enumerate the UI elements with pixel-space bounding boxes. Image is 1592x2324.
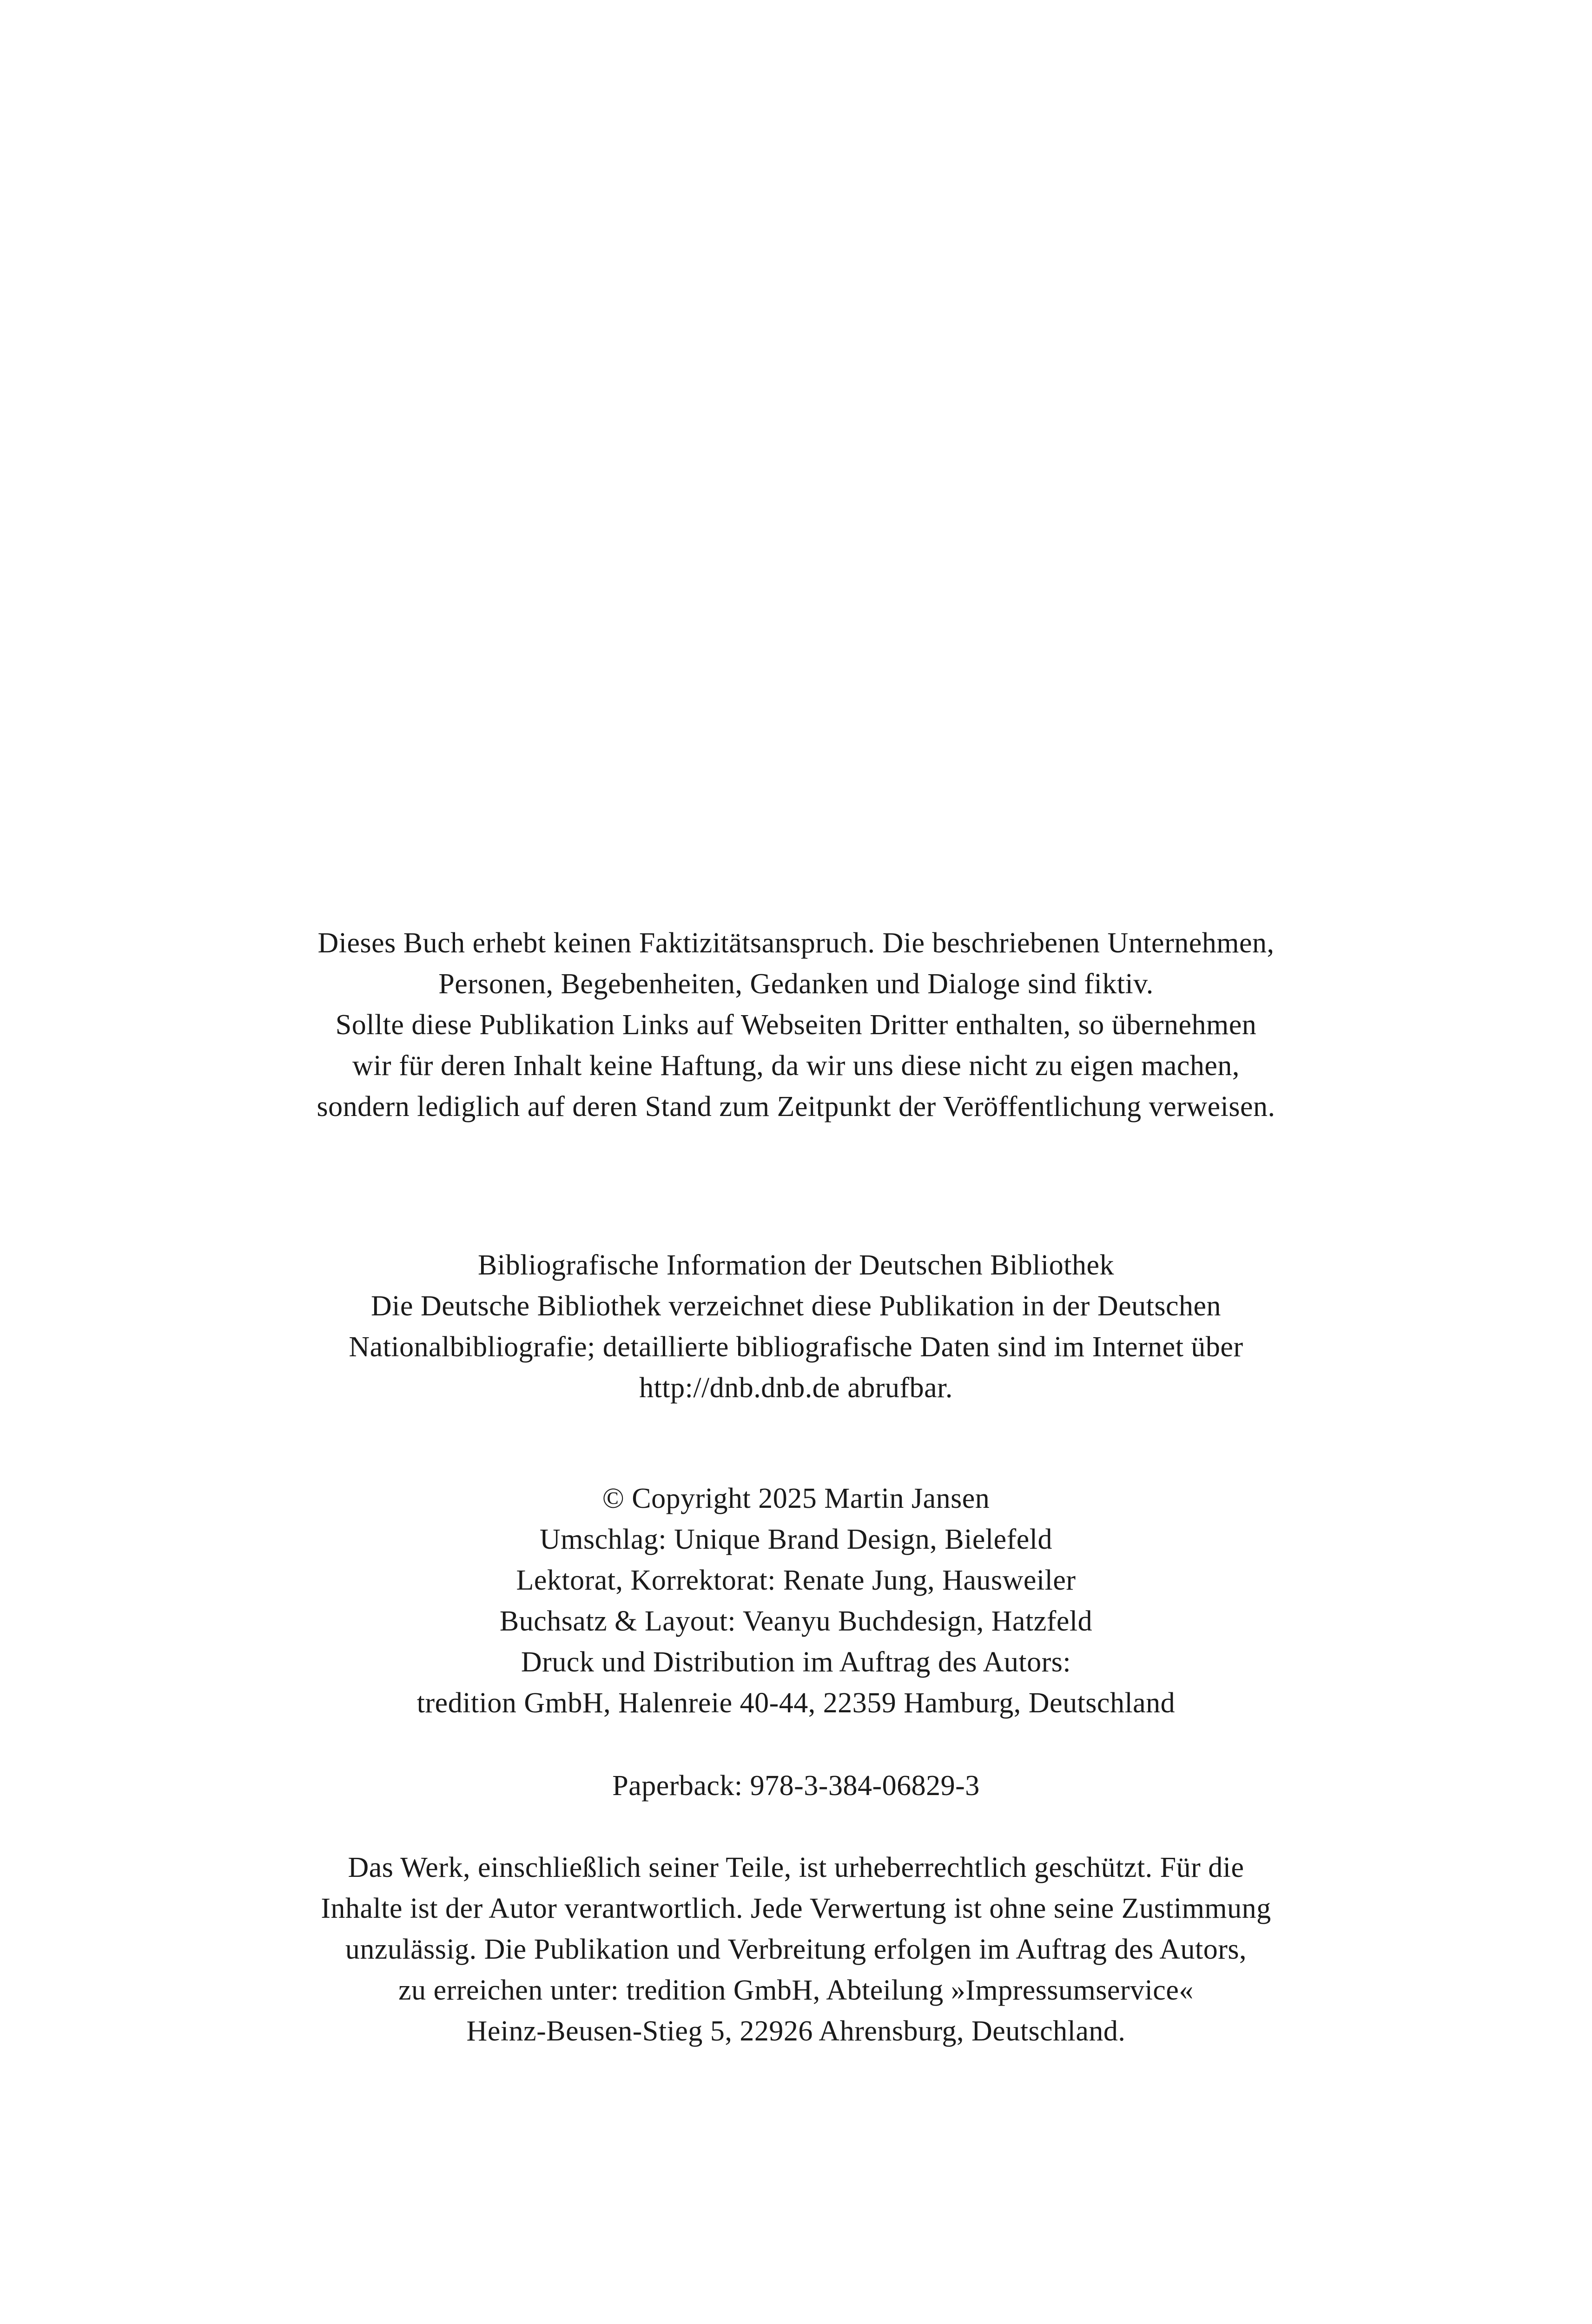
editing-credit: Lektorat, Korrektorat: Renate Jung, Hausweiler xyxy=(516,1565,1076,1596)
legal-line: unzulässig. Die Publikation und Verbreitung erfolgen im Auftrag des Autors, xyxy=(345,1934,1247,1965)
disclaimer-line: wir für deren Inhalt keine Haftung, da wir uns diese nicht zu eigen machen, xyxy=(352,1050,1240,1082)
bibliography-line: Die Deutsche Bibliothek verzeichnet diese Publikation in der Deutschen xyxy=(370,1290,1222,1322)
bibliography-link-line: http://dnb.dnb.de abrufbar. xyxy=(639,1372,953,1404)
publisher-address: tredition GmbH, Halenreie 40-44, 22359 Hamburg, Deutschland xyxy=(416,1687,1176,1719)
disclaimer-line: sondern lediglich auf deren Stand zum Zeitpunkt der Veröffentlichung verweisen. xyxy=(317,1091,1275,1122)
disclaimer-line: Personen, Begebenheiten, Gedanken und Dialoge sind fiktiv. xyxy=(438,968,1154,1000)
bibliography-line: Nationalbibliografie; detaillierte bibliografische Daten sind im Internet über xyxy=(349,1331,1243,1363)
disclaimer-paragraph xyxy=(232,923,1360,1127)
legal-line: Inhalte ist der Autor verantwortlich. Jede Verwertung ist ohne seine Zustimmung xyxy=(321,1893,1271,1924)
bibliography-heading: Bibliografische Information der Deutschen Bibliothek xyxy=(478,1249,1114,1281)
cover-credit: Umschlag: Unique Brand Design, Bielefeld xyxy=(539,1524,1053,1555)
disclaimer-line: Dieses Buch erhebt keinen Faktizitätsanspruch. Die beschriebenen Unternehmen, xyxy=(317,927,1275,959)
typesetting-credit: Buchsatz & Layout: Veanyu Buchdesign, Hatzfeld xyxy=(499,1605,1093,1637)
isbn-block xyxy=(232,1765,1360,1806)
isbn-line: Paperback: 978-3-384-06829-3 xyxy=(612,1770,980,1802)
credits-block xyxy=(232,1478,1360,1723)
legal-line: Das Werk, einschließlich seiner Teile, ist urheberrechtlich geschützt. Für die xyxy=(348,1852,1244,1883)
copyright-line: © Copyright 2025 Martin Jansen xyxy=(602,1483,990,1514)
disclaimer-line: Sollte diese Publikation Links auf Webseiten Dritter enthalten, so übernehmen xyxy=(335,1009,1257,1041)
bibliographic-information xyxy=(232,1245,1360,1408)
legal-notice xyxy=(232,1847,1360,2052)
distribution-line: Druck und Distribution im Auftrag des Autors: xyxy=(521,1646,1071,1678)
legal-line: zu erreichen unter: tredition GmbH, Abteilung »Impressumservice« xyxy=(398,1974,1194,2006)
legal-line: Heinz-Beusen-Stieg 5, 22926 Ahrensburg, Deutschland. xyxy=(466,2015,1126,2047)
